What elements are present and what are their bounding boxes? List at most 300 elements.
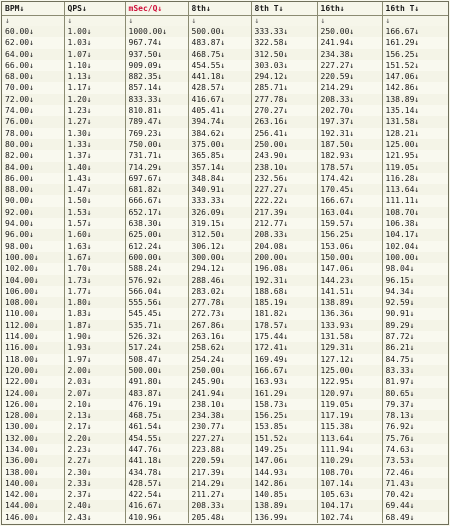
eighth-cell: 205.48↓ xyxy=(188,512,251,523)
qps-cell: 2.17↓ xyxy=(64,421,125,432)
line-break-mark: ↓ xyxy=(317,16,382,27)
header-8th-triplet: 8th T↓ xyxy=(251,2,317,16)
eighth-triplet-cell: 204.08↓ xyxy=(251,241,317,252)
bpm-cell: 112.00↓ xyxy=(2,320,64,331)
eighth-triplet-cell: 169.49↓ xyxy=(251,354,317,365)
sixteenth-triplet-cell: 80.65↓ xyxy=(382,388,448,399)
header-arrow-row xyxy=(2,16,448,27)
bpm-cell: 62.00↓ xyxy=(2,37,64,48)
eighth-triplet-cell: 138.89↓ xyxy=(251,500,317,511)
eighth-triplet-cell: 285.71↓ xyxy=(251,82,317,93)
eighth-cell: 234.38↓ xyxy=(188,410,251,421)
sixteenth-cell: 202.70↓ xyxy=(317,105,382,116)
sixteenth-cell: 182.93↓ xyxy=(317,150,382,161)
table-row xyxy=(2,37,448,48)
eighth-cell: 340.91↓ xyxy=(188,184,251,195)
bpm-cell: 86.00↓ xyxy=(2,173,64,184)
eighth-cell: 375.00↓ xyxy=(188,139,251,150)
qps-cell: 1.60↓ xyxy=(64,229,125,240)
bpm-cell: 102.00↓ xyxy=(2,263,64,274)
qps-cell: 1.17↓ xyxy=(64,82,125,93)
sixteenth-triplet-cell: 166.67↓ xyxy=(382,26,448,37)
bpm-cell: 118.00↓ xyxy=(2,354,64,365)
eighth-cell: 267.86↓ xyxy=(188,320,251,331)
eighth-triplet-cell: 227.27↓ xyxy=(251,184,317,195)
sixteenth-triplet-cell: 83.33↓ xyxy=(382,365,448,376)
msec-cell: 461.54↓ xyxy=(125,421,188,432)
bpm-cell: 96.00↓ xyxy=(2,229,64,240)
table-row xyxy=(2,444,448,455)
eighth-cell: 288.46↓ xyxy=(188,275,251,286)
table-row xyxy=(2,489,448,500)
eighth-triplet-cell: 200.00↓ xyxy=(251,252,317,263)
eighth-cell: 384.62↓ xyxy=(188,128,251,139)
table-row xyxy=(2,433,448,444)
bpm-cell: 140.00↓ xyxy=(2,478,64,489)
eighth-cell: 250.00↓ xyxy=(188,365,251,376)
table-row xyxy=(2,467,448,478)
sixteenth-triplet-cell: 84.75↓ xyxy=(382,354,448,365)
sixteenth-cell: 113.64↓ xyxy=(317,433,382,444)
bpm-cell: 144.00↓ xyxy=(2,500,64,511)
sixteenth-triplet-cell: 111.11↓ xyxy=(382,195,448,206)
msec-cell: 697.67↓ xyxy=(125,173,188,184)
qps-cell: 1.47↓ xyxy=(64,184,125,195)
eighth-cell: 258.62↓ xyxy=(188,342,251,353)
table-row xyxy=(2,26,448,37)
eighth-triplet-cell: 151.52↓ xyxy=(251,433,317,444)
table-row xyxy=(2,71,448,82)
eighth-cell: 238.10↓ xyxy=(188,399,251,410)
msec-cell: 508.47↓ xyxy=(125,354,188,365)
table-row xyxy=(2,60,448,71)
bpm-cell: 134.00↓ xyxy=(2,444,64,455)
line-break-mark: ↓ xyxy=(251,16,317,27)
sixteenth-triplet-cell: 90.91↓ xyxy=(382,308,448,319)
eighth-triplet-cell: 303.03↓ xyxy=(251,60,317,71)
qps-cell: 1.67↓ xyxy=(64,252,125,263)
bpm-cell: 124.00↓ xyxy=(2,388,64,399)
eighth-triplet-cell: 158.73↓ xyxy=(251,399,317,410)
eighth-cell: 468.75↓ xyxy=(188,49,251,60)
qps-cell: 2.13↓ xyxy=(64,410,125,421)
sixteenth-cell: 227.27↓ xyxy=(317,60,382,71)
header-16th: 16th↓ xyxy=(317,2,382,16)
sixteenth-cell: 115.38↓ xyxy=(317,421,382,432)
qps-cell: 1.53↓ xyxy=(64,207,125,218)
sixteenth-cell: 120.97↓ xyxy=(317,388,382,399)
table-row xyxy=(2,376,448,387)
eighth-triplet-cell: 250.00↓ xyxy=(251,139,317,150)
bpm-cell: 106.00↓ xyxy=(2,286,64,297)
qps-cell: 2.27↓ xyxy=(64,455,125,466)
sixteenth-triplet-cell: 151.52↓ xyxy=(382,60,448,71)
sixteenth-triplet-cell: 92.59↓ xyxy=(382,297,448,308)
qps-cell: 1.93↓ xyxy=(64,342,125,353)
eighth-cell: 454.55↓ xyxy=(188,60,251,71)
qps-cell: 2.07↓ xyxy=(64,388,125,399)
sixteenth-cell: 147.06↓ xyxy=(317,263,382,274)
bpm-cell: 126.00↓ xyxy=(2,399,64,410)
qps-cell: 1.10↓ xyxy=(64,60,125,71)
table-row xyxy=(2,195,448,206)
sixteenth-triplet-cell: 72.46↓ xyxy=(382,467,448,478)
eighth-triplet-cell: 142.86↓ xyxy=(251,478,317,489)
eighth-cell: 245.90↓ xyxy=(188,376,251,387)
sixteenth-triplet-cell: 86.21↓ xyxy=(382,342,448,353)
eighth-cell: 208.33↓ xyxy=(188,500,251,511)
eighth-triplet-cell: 185.19↓ xyxy=(251,297,317,308)
eighth-cell: 441.18↓ xyxy=(188,71,251,82)
msec-cell: 441.18↓ xyxy=(125,455,188,466)
eighth-triplet-cell: 277.78↓ xyxy=(251,94,317,105)
table-row xyxy=(2,173,448,184)
eighth-triplet-cell: 136.99↓ xyxy=(251,512,317,523)
bpm-cell: 76.00↓ xyxy=(2,116,64,127)
sixteenth-cell: 119.05↓ xyxy=(317,399,382,410)
qps-cell: 1.77↓ xyxy=(64,286,125,297)
table-row xyxy=(2,478,448,489)
sixteenth-cell: 159.57↓ xyxy=(317,218,382,229)
bpm-cell: 136.00↓ xyxy=(2,455,64,466)
sixteenth-triplet-cell: 76.92↓ xyxy=(382,421,448,432)
sixteenth-cell: 250.00↓ xyxy=(317,26,382,37)
sixteenth-triplet-cell: 147.06↓ xyxy=(382,71,448,82)
msec-cell: 434.78↓ xyxy=(125,467,188,478)
bpm-cell: 74.00↓ xyxy=(2,105,64,116)
table-row xyxy=(2,421,448,432)
table-row xyxy=(2,365,448,376)
msec-cell: 769.23↓ xyxy=(125,128,188,139)
table-row xyxy=(2,275,448,286)
eighth-cell: 220.59↓ xyxy=(188,455,251,466)
eighth-cell: 263.16↓ xyxy=(188,331,251,342)
sixteenth-cell: 107.14↓ xyxy=(317,478,382,489)
sixteenth-cell: 102.74↓ xyxy=(317,512,382,523)
table-row xyxy=(2,410,448,421)
sixteenth-cell: 187.50↓ xyxy=(317,139,382,150)
qps-cell: 1.33↓ xyxy=(64,139,125,150)
eighth-cell: 319.15↓ xyxy=(188,218,251,229)
sixteenth-cell: 108.70↓ xyxy=(317,467,382,478)
bpm-cell: 64.00↓ xyxy=(2,49,64,60)
qps-cell: 1.87↓ xyxy=(64,320,125,331)
table-row xyxy=(2,150,448,161)
table-row xyxy=(2,388,448,399)
eighth-cell: 348.84↓ xyxy=(188,173,251,184)
table-row xyxy=(2,229,448,240)
bpm-cell: 68.00↓ xyxy=(2,71,64,82)
table-row xyxy=(2,241,448,252)
eighth-cell: 483.87↓ xyxy=(188,37,251,48)
eighth-cell: 500.00↓ xyxy=(188,26,251,37)
eighth-cell: 294.12↓ xyxy=(188,263,251,274)
eighth-cell: 312.50↓ xyxy=(188,229,251,240)
qps-cell: 1.90↓ xyxy=(64,331,125,342)
sixteenth-triplet-cell: 74.63↓ xyxy=(382,444,448,455)
sixteenth-cell: 156.25↓ xyxy=(317,229,382,240)
sixteenth-triplet-cell: 75.76↓ xyxy=(382,433,448,444)
msec-cell: 576.92↓ xyxy=(125,275,188,286)
msec-cell: 638.30↓ xyxy=(125,218,188,229)
sixteenth-triplet-cell: 138.89↓ xyxy=(382,94,448,105)
eighth-cell: 405.41↓ xyxy=(188,105,251,116)
header-16th-triplet: 16th T↓ xyxy=(382,2,448,16)
sixteenth-cell: 163.04↓ xyxy=(317,207,382,218)
table-row xyxy=(2,128,448,139)
bpm-cell: 90.00↓ xyxy=(2,195,64,206)
qps-cell: 1.50↓ xyxy=(64,195,125,206)
eighth-triplet-cell: 294.12↓ xyxy=(251,71,317,82)
eighth-triplet-cell: 181.82↓ xyxy=(251,308,317,319)
msec-cell: 410.96↓ xyxy=(125,512,188,523)
eighth-triplet-cell: 222.22↓ xyxy=(251,195,317,206)
qps-cell: 1.80↓ xyxy=(64,297,125,308)
table-row xyxy=(2,49,448,60)
msec-cell: 625.00↓ xyxy=(125,229,188,240)
eighth-triplet-cell: 140.85↓ xyxy=(251,489,317,500)
msec-cell: 600.00↓ xyxy=(125,252,188,263)
msec-cell: 535.71↓ xyxy=(125,320,188,331)
eighth-cell: 223.88↓ xyxy=(188,444,251,455)
eighth-cell: 227.27↓ xyxy=(188,433,251,444)
sixteenth-cell: 192.31↓ xyxy=(317,128,382,139)
sixteenth-cell: 133.93↓ xyxy=(317,320,382,331)
bpm-cell: 120.00↓ xyxy=(2,365,64,376)
eighth-triplet-cell: 312.50↓ xyxy=(251,49,317,60)
sixteenth-cell: 214.29↓ xyxy=(317,82,382,93)
msec-cell: 428.57↓ xyxy=(125,478,188,489)
eighth-triplet-cell: 243.90↓ xyxy=(251,150,317,161)
sixteenth-cell: 129.31↓ xyxy=(317,342,382,353)
bpm-cell: 60.00↓ xyxy=(2,26,64,37)
msec-cell: 731.71↓ xyxy=(125,150,188,161)
table-row xyxy=(2,94,448,105)
eighth-cell: 365.85↓ xyxy=(188,150,251,161)
eighth-triplet-cell: 263.16↓ xyxy=(251,116,317,127)
msec-cell: 483.87↓ xyxy=(125,388,188,399)
bpm-cell: 108.00↓ xyxy=(2,297,64,308)
bpm-cell: 104.00↓ xyxy=(2,275,64,286)
table-row xyxy=(2,207,448,218)
sixteenth-triplet-cell: 87.72↓ xyxy=(382,331,448,342)
sixteenth-triplet-cell: 161.29↓ xyxy=(382,37,448,48)
msec-cell: 750.00↓ xyxy=(125,139,188,150)
sixteenth-cell: 144.23↓ xyxy=(317,275,382,286)
eighth-cell: 326.09↓ xyxy=(188,207,251,218)
qps-cell: 2.23↓ xyxy=(64,444,125,455)
table-row xyxy=(2,308,448,319)
line-break-mark: ↓ xyxy=(125,16,188,27)
eighth-triplet-cell: 256.41↓ xyxy=(251,128,317,139)
eighth-cell: 283.02↓ xyxy=(188,286,251,297)
eighth-cell: 272.73↓ xyxy=(188,308,251,319)
bpm-cell: 130.00↓ xyxy=(2,421,64,432)
qps-cell: 1.07↓ xyxy=(64,49,125,60)
msec-cell: 612.24↓ xyxy=(125,241,188,252)
sixteenth-cell: 110.29↓ xyxy=(317,455,382,466)
eighth-triplet-cell: 232.56↓ xyxy=(251,173,317,184)
bpm-cell: 132.00↓ xyxy=(2,433,64,444)
eighth-triplet-cell: 166.67↓ xyxy=(251,365,317,376)
msec-cell: 566.04↓ xyxy=(125,286,188,297)
sixteenth-cell: 122.95↓ xyxy=(317,376,382,387)
sixteenth-triplet-cell: 69.44↓ xyxy=(382,500,448,511)
eighth-triplet-cell: 322.58↓ xyxy=(251,37,317,48)
eighth-triplet-cell: 172.41↓ xyxy=(251,342,317,353)
qps-cell: 2.43↓ xyxy=(64,512,125,523)
bpm-cell: 84.00↓ xyxy=(2,162,64,173)
msec-cell: 416.67↓ xyxy=(125,500,188,511)
sixteenth-triplet-cell: 119.05↓ xyxy=(382,162,448,173)
bpm-cell: 116.00↓ xyxy=(2,342,64,353)
sixteenth-triplet-cell: 113.64↓ xyxy=(382,184,448,195)
bpm-cell: 80.00↓ xyxy=(2,139,64,150)
eighth-cell: 306.12↓ xyxy=(188,241,251,252)
sixteenth-cell: 220.59↓ xyxy=(317,71,382,82)
sixteenth-cell: 136.36↓ xyxy=(317,308,382,319)
eighth-cell: 217.39↓ xyxy=(188,467,251,478)
qps-cell: 2.40↓ xyxy=(64,500,125,511)
msec-cell: 714.29↓ xyxy=(125,162,188,173)
bpm-cell: 88.00↓ xyxy=(2,184,64,195)
eighth-cell: 277.78↓ xyxy=(188,297,251,308)
qps-cell: 1.20↓ xyxy=(64,94,125,105)
sixteenth-cell: 170.45↓ xyxy=(317,184,382,195)
sixteenth-triplet-cell: 104.17↓ xyxy=(382,229,448,240)
bpm-cell: 110.00↓ xyxy=(2,308,64,319)
bpm-cell: 138.00↓ xyxy=(2,467,64,478)
eighth-cell: 428.57↓ xyxy=(188,82,251,93)
qps-cell: 2.03↓ xyxy=(64,376,125,387)
sixteenth-cell: 127.12↓ xyxy=(317,354,382,365)
table-row xyxy=(2,82,448,93)
eighth-triplet-cell: 147.06↓ xyxy=(251,455,317,466)
eighth-triplet-cell: 175.44↓ xyxy=(251,331,317,342)
sixteenth-triplet-cell: 142.86↓ xyxy=(382,82,448,93)
qps-cell: 1.40↓ xyxy=(64,162,125,173)
msec-cell: 810.81↓ xyxy=(125,105,188,116)
msec-cell: 857.14↓ xyxy=(125,82,188,93)
table-row xyxy=(2,184,448,195)
eighth-cell: 254.24↓ xyxy=(188,354,251,365)
bpm-cell: 142.00↓ xyxy=(2,489,64,500)
bpm-cell: 122.00↓ xyxy=(2,376,64,387)
sixteenth-triplet-cell: 70.42↓ xyxy=(382,489,448,500)
msec-cell: 491.80↓ xyxy=(125,376,188,387)
eighth-triplet-cell: 217.39↓ xyxy=(251,207,317,218)
eighth-triplet-cell: 208.33↓ xyxy=(251,229,317,240)
msec-cell: 447.76↓ xyxy=(125,444,188,455)
qps-cell: 1.37↓ xyxy=(64,150,125,161)
eighth-cell: 300.00↓ xyxy=(188,252,251,263)
msec-cell: 882.35↓ xyxy=(125,71,188,82)
table-row xyxy=(2,105,448,116)
sixteenth-cell: 138.89↓ xyxy=(317,297,382,308)
qps-cell: 2.37↓ xyxy=(64,489,125,500)
qps-cell: 1.23↓ xyxy=(64,105,125,116)
line-break-mark: ↓ xyxy=(64,16,125,27)
bpm-cell: 114.00↓ xyxy=(2,331,64,342)
table-row xyxy=(2,139,448,150)
eighth-triplet-cell: 188.68↓ xyxy=(251,286,317,297)
eighth-cell: 211.27↓ xyxy=(188,489,251,500)
msec-cell: 789.47↓ xyxy=(125,116,188,127)
bpm-cell: 100.00↓ xyxy=(2,252,64,263)
sixteenth-cell: 141.51↓ xyxy=(317,286,382,297)
qps-cell: 1.30↓ xyxy=(64,128,125,139)
qps-cell: 1.43↓ xyxy=(64,173,125,184)
eighth-triplet-cell: 192.31↓ xyxy=(251,275,317,286)
eighth-triplet-cell: 196.08↓ xyxy=(251,263,317,274)
eighth-triplet-cell: 178.57↓ xyxy=(251,320,317,331)
sixteenth-triplet-cell: 121.95↓ xyxy=(382,150,448,161)
bpm-cell: 82.00↓ xyxy=(2,150,64,161)
table-row xyxy=(2,162,448,173)
sixteenth-triplet-cell: 131.58↓ xyxy=(382,116,448,127)
bpm-cell: 78.00↓ xyxy=(2,128,64,139)
table-row xyxy=(2,218,448,229)
eighth-triplet-cell: 163.93↓ xyxy=(251,376,317,387)
sixteenth-triplet-cell: 68.49↓ xyxy=(382,512,448,523)
eighth-triplet-cell: 270.27↓ xyxy=(251,105,317,116)
sixteenth-triplet-cell: 79.37↓ xyxy=(382,399,448,410)
msec-cell: 454.55↓ xyxy=(125,433,188,444)
table-row xyxy=(2,286,448,297)
table-row xyxy=(2,354,448,365)
table-row xyxy=(2,320,448,331)
msec-cell: 681.82↓ xyxy=(125,184,188,195)
eighth-cell: 241.94↓ xyxy=(188,388,251,399)
qps-cell: 1.73↓ xyxy=(64,275,125,286)
eighth-triplet-cell: 333.33↓ xyxy=(251,26,317,37)
table-row xyxy=(2,399,448,410)
qps-cell: 2.00↓ xyxy=(64,365,125,376)
msec-cell: 652.17↓ xyxy=(125,207,188,218)
eighth-cell: 394.74↓ xyxy=(188,116,251,127)
bpm-conversion-table xyxy=(2,2,448,523)
header-8th: 8th↓ xyxy=(188,2,251,16)
msec-cell: 555.56↓ xyxy=(125,297,188,308)
qps-cell: 1.97↓ xyxy=(64,354,125,365)
bpm-cell: 128.00↓ xyxy=(2,410,64,421)
bpm-cell: 70.00↓ xyxy=(2,82,64,93)
sixteenth-cell: 208.33↓ xyxy=(317,94,382,105)
msec-cell: 967.74↓ xyxy=(125,37,188,48)
bpm-cell: 98.00↓ xyxy=(2,241,64,252)
bpm-cell: 94.00↓ xyxy=(2,218,64,229)
line-break-mark: ↓ xyxy=(385,16,391,25)
qps-cell: 1.57↓ xyxy=(64,218,125,229)
sixteenth-triplet-cell: 135.14↓ xyxy=(382,105,448,116)
table-row xyxy=(2,116,448,127)
msec-cell: 500.00↓ xyxy=(125,365,188,376)
qps-cell: 1.03↓ xyxy=(64,37,125,48)
sixteenth-cell: 178.57↓ xyxy=(317,162,382,173)
sixteenth-cell: 150.00↓ xyxy=(317,252,382,263)
table-row xyxy=(2,263,448,274)
bpm-conversion-table-page xyxy=(1,1,449,525)
qps-cell: 2.10↓ xyxy=(64,399,125,410)
msec-cell: 909.09↓ xyxy=(125,60,188,71)
sixteenth-triplet-cell: 116.28↓ xyxy=(382,173,448,184)
msec-cell: 517.24↓ xyxy=(125,342,188,353)
msec-cell: 526.32↓ xyxy=(125,331,188,342)
sixteenth-triplet-cell: 96.15↓ xyxy=(382,275,448,286)
msec-cell: 833.33↓ xyxy=(125,94,188,105)
msec-cell: 422.54↓ xyxy=(125,489,188,500)
qps-cell: 2.20↓ xyxy=(64,433,125,444)
